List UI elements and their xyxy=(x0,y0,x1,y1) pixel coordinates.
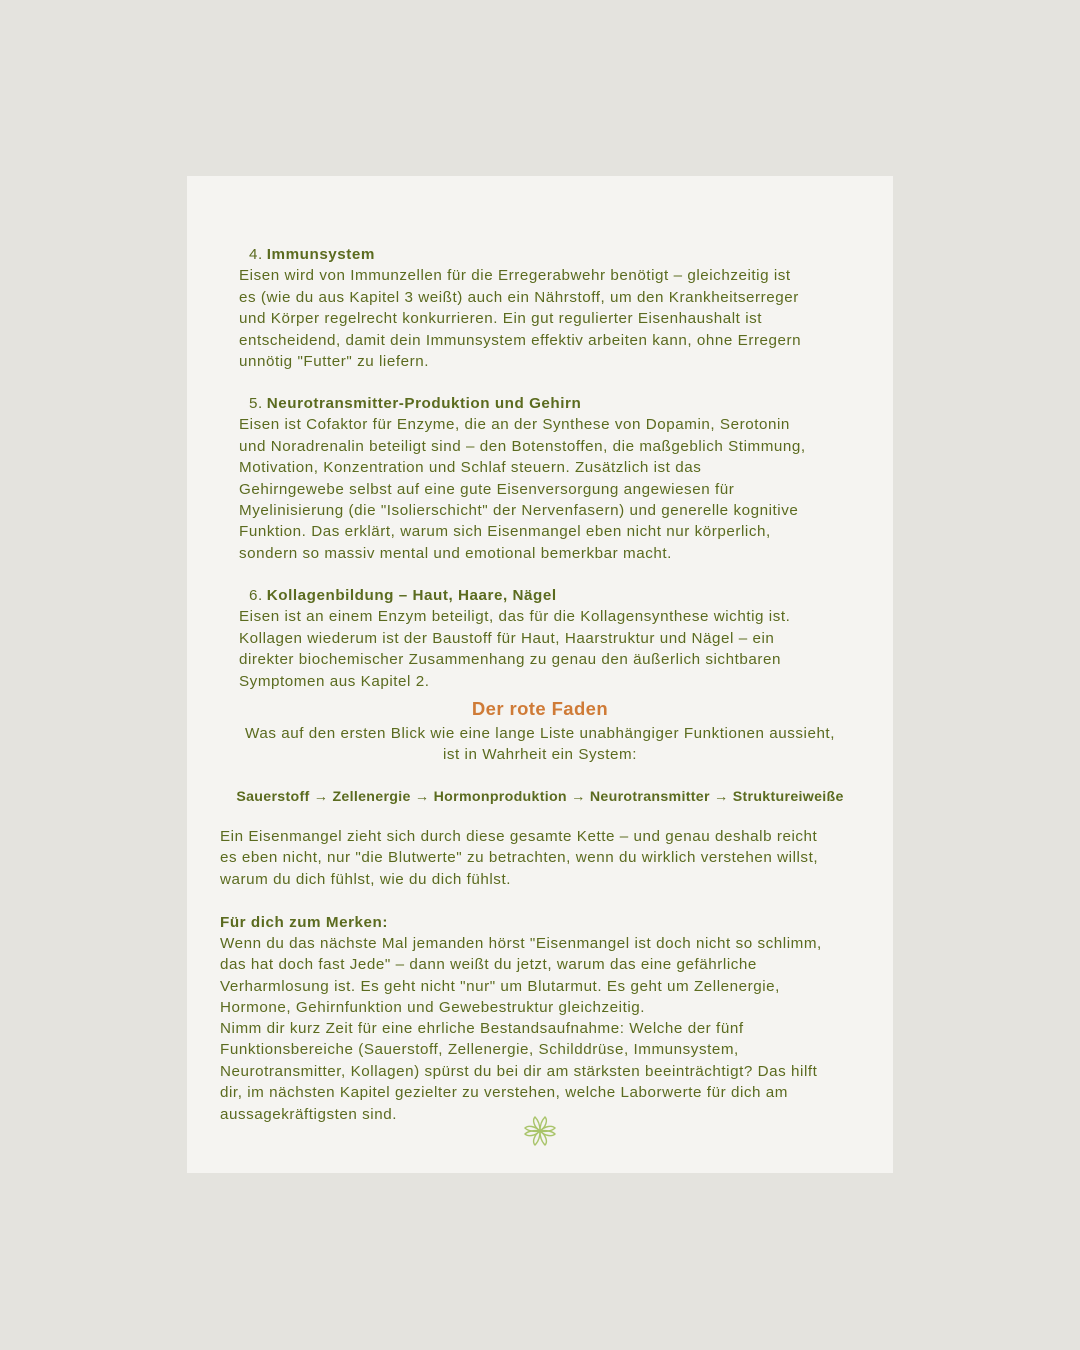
list-item-heading xyxy=(239,393,859,414)
takeaway-heading: Für dich zum Merken: xyxy=(220,914,388,931)
list-item-title: Neurotransmitter-Produktion und Gehirn xyxy=(266,395,582,412)
document-page xyxy=(187,176,893,1173)
list-item-heading xyxy=(239,585,859,606)
list-item-heading xyxy=(239,244,859,265)
list-item-body: Eisen ist Cofaktor für Enzyme, die an der Synthese von Dopamin, Serotonin und Noradrenalin beteiligt sind – den Botenstoffen, die maßgeblich Stimmung, Motivation, Konzentration und Schlaf steuern. Zusätzlich ist das Gehirngewebe selbst auf eine gute Eisenversorgung angewiesen für Myelinisierung (die "Isolierschicht" der Nervenfasern) und generelle kognitive Funktion. Das erklärt, warum sich Eisenmangel eben nicht nur körperlich, sondern so massiv mental und emotional bemerkbar macht. xyxy=(239,416,806,562)
list-item-title: Immunsystem xyxy=(266,246,375,263)
section-intro: Was auf den ersten Blick wie eine lange Liste unabhängiger Funktionen aussieht, ist in Wahrheit ein System: xyxy=(245,725,835,764)
takeaway-paragraph-2: Nimm dir kurz Zeit für eine ehrliche Bestandsaufnahme: Welche der fünf Funktionsbereiche (Sauerstoff, Zellenergie, Schilddrüse, Immunsystem, Neurotransmitter, Kollagen) spürst du bei dir am stärksten beeinträchtigt? Das hilft dir, im nächsten Kapitel gezielter zu verstehen, welche Laborwerte für dich am aussagekräftigsten sind. xyxy=(220,1020,818,1123)
takeaway-paragraph-1: Wenn du das nächste Mal jemanden hörst "Eisenmangel ist doch nicht so schlimm, das hat doch fast Jede" – dann weißt du jetzt, warum das eine gefährliche Verharmlosung ist. Es geht nicht "nur" um Blutarmut. Es geht um Zellenergie, Hormone, Gehirnfunktion und Gewebestruktur gleichzeitig. xyxy=(220,935,822,1017)
list-item-number: 5. xyxy=(249,395,263,412)
list-item-number: 4. xyxy=(249,246,263,263)
section-title: Der rote Faden xyxy=(471,698,609,719)
section-paragraph: Ein Eisenmangel zieht sich durch diese gesamte Kette – und genau deshalb reicht es eben nicht, nur "die Blutwerte" zu betrachten, wenn du wirklich verstehen willst, warum du dich fühlst, wie du dich fühlst. xyxy=(220,828,819,888)
list-item-title: Kollagenbildung – Haut, Haare, Nägel xyxy=(266,587,557,604)
list-item-kollagen xyxy=(239,585,859,692)
list-item-number: 6. xyxy=(249,587,263,604)
list-item-neurotransmitter xyxy=(239,393,859,564)
list-item-body: Eisen wird von Immunzellen für die Erregerabwehr benötigt – gleichzeitig ist es (wie du aus Kapitel 3 weißt) auch ein Nährstoff, um den Krankheitserreger und Körper regelrecht konkurrieren. Ein gut regulierter Eisenhaushalt ist entscheidend, damit dein Immunsystem effektiv arbeiten kann, ohne Erregern unnötig "Futter" zu liefern. xyxy=(239,267,802,371)
list-item-immunsystem xyxy=(239,244,859,372)
list-item-body: Eisen ist an einem Enzym beteiligt, das für die Kollagensynthese wichtig ist. Kollagen wiederum ist der Baustoff für Haut, Haarstruktur und Nägel – ein direkter biochemischer Zusammenhang zu genau den äußerlich sichtbaren Symptomen aus Kapitel 2. xyxy=(239,608,791,690)
function-chain: Sauerstoff → Zellenergie → Hormonproduktion → Neurotransmitter → Struktureiweiße xyxy=(236,789,844,805)
floral-ornament-icon xyxy=(523,1114,557,1148)
